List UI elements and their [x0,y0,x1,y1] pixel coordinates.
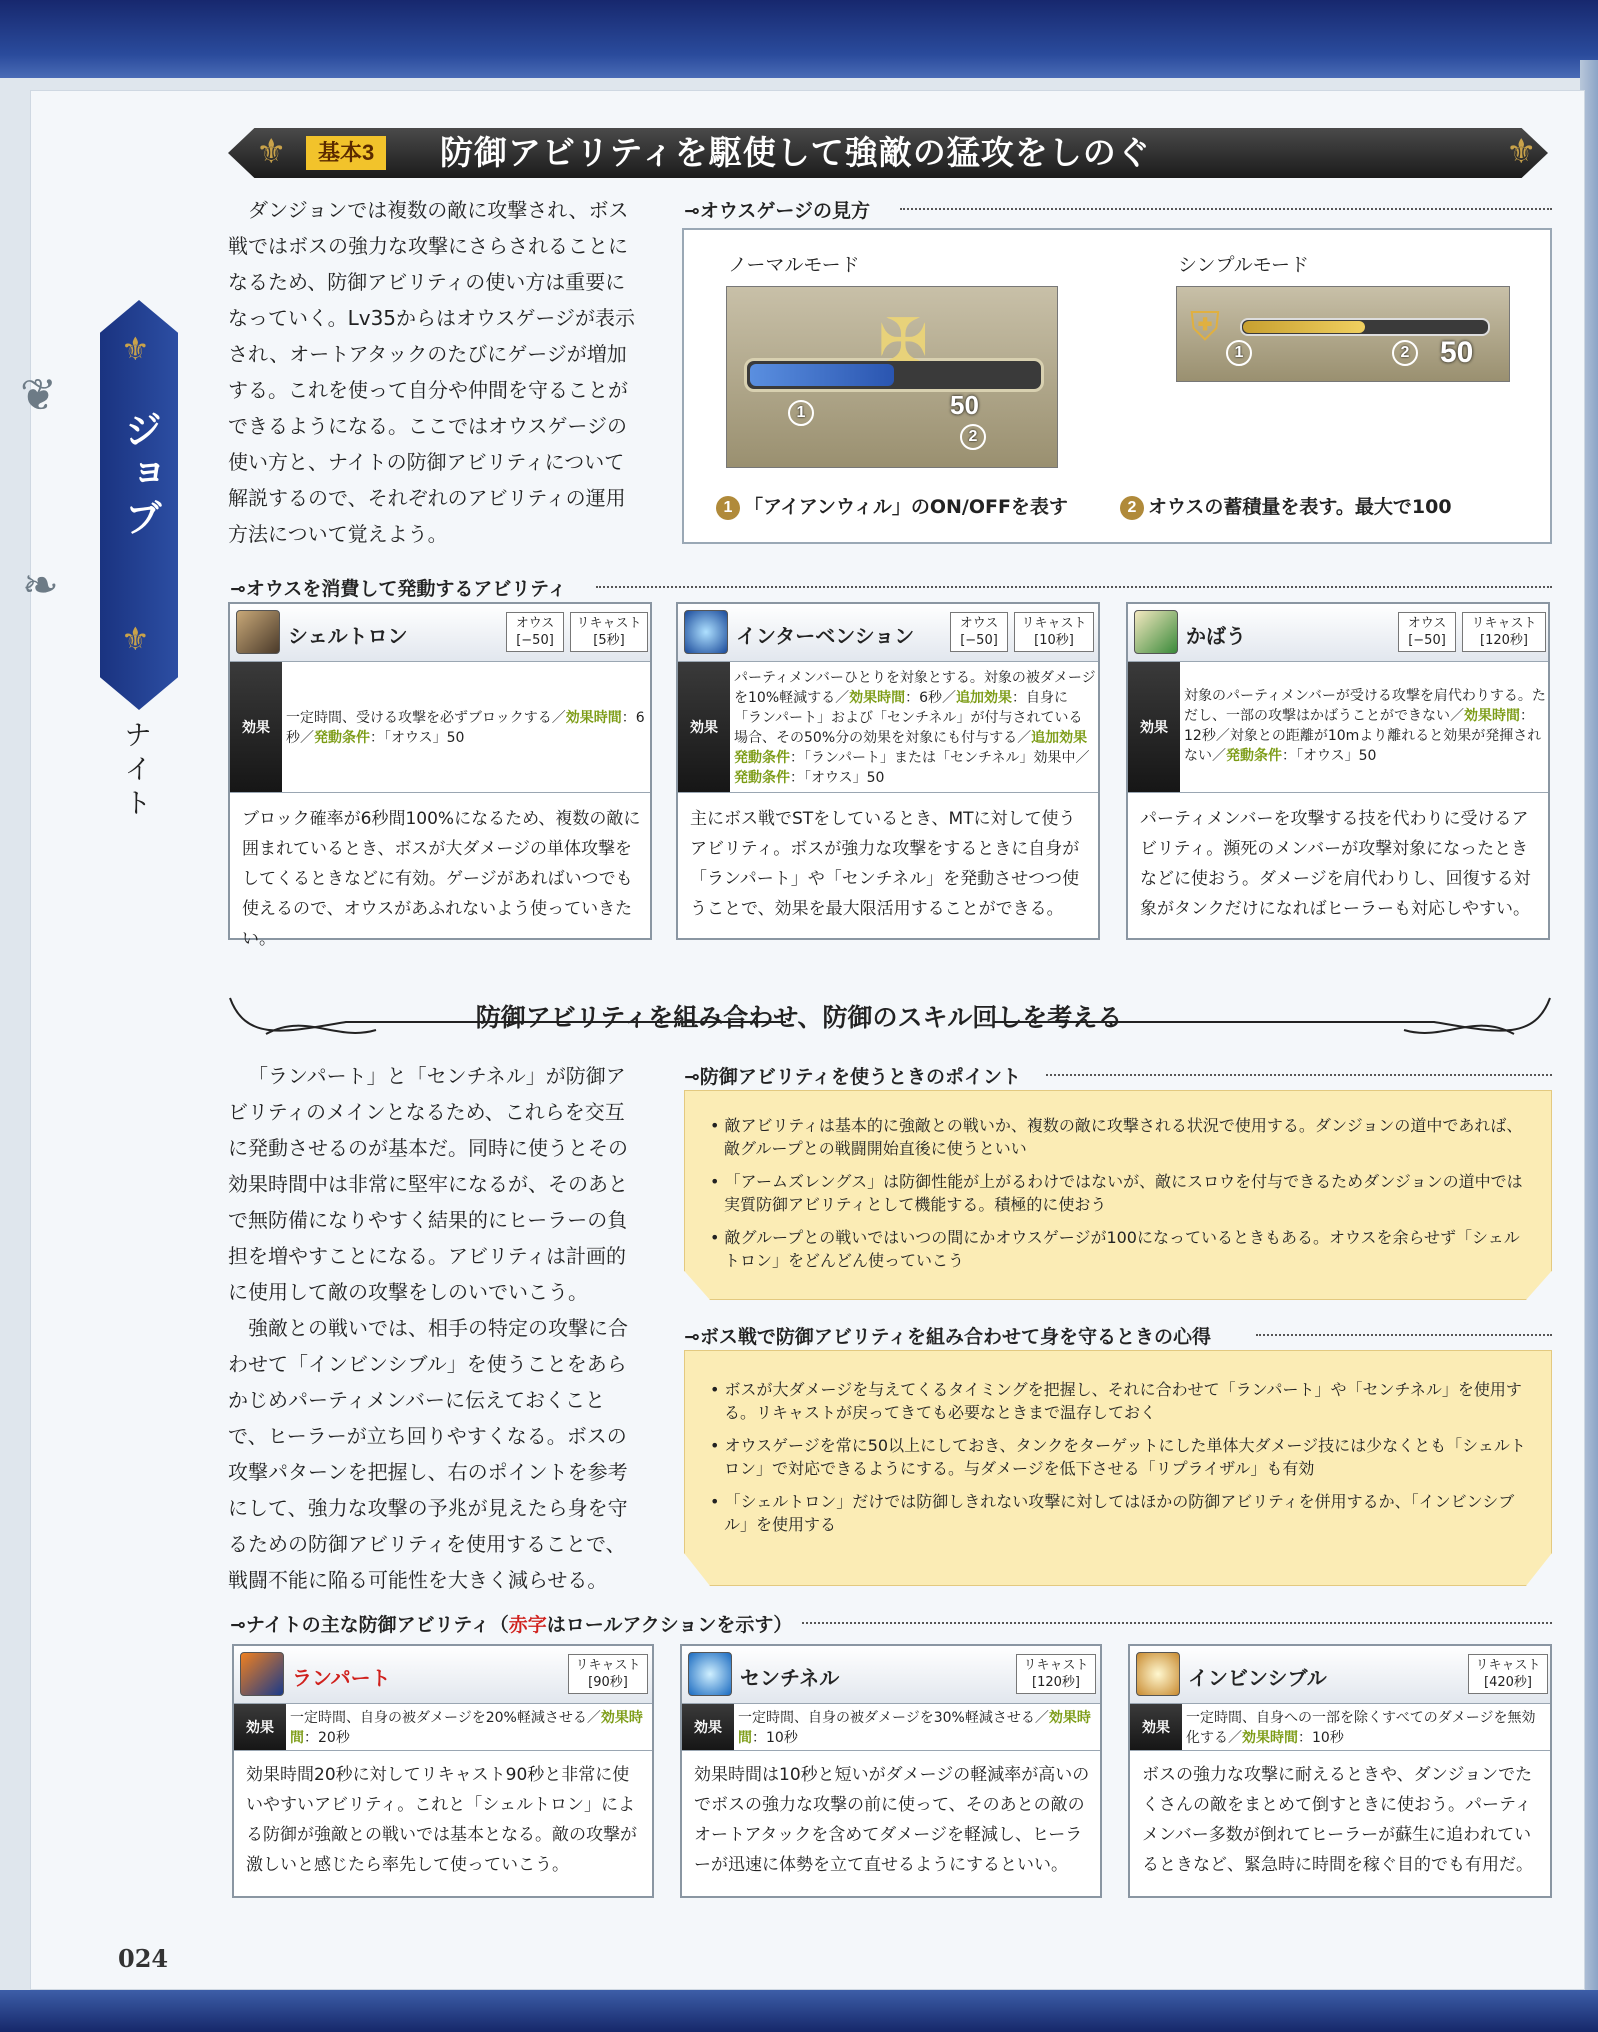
recast: リキャスト [120秒] [1016,1654,1096,1694]
cross-ornament-icon: ✠ [878,306,929,376]
marker-2: 2 [1392,340,1418,366]
ability-description: ブロック確率が6秒間100%になるため、複数の敵に囲まれているとき、ボスが大ダメージの単体攻撃をしてくるときなどに有効。ゲージがあればいつでも使えるので、オウスがあふれないよう使っていきたい。 [242,809,641,949]
intervention-icon [684,610,728,654]
page-title: 防御アビリティを駆使して強敵の猛攻をしのぐ [440,133,1151,172]
effect-text: 一定時間、自身の被ダメージを30%軽減させる／効果時間：10秒 [738,1710,1091,1746]
divider [900,208,1552,210]
effect-text: 一定時間、受ける攻撃を必ずブロックする／効果時間：6秒／発動条件：「オウス」50 [286,710,645,746]
divider [802,1622,1552,1624]
ability-description: 効果時間は10秒と短いがダメージの軽減率が高いのでボスの強力な攻撃の前に使って、そのあとの敵のオートアタックを含めてダメージを軽減し、ヒーラーが迅速に体勢を立て直せるようにするといい。 [694,1765,1090,1875]
oath-cost: オウス [−50] [1398,612,1456,652]
gauge-caption-2: 2 オウスの蓄積量を表す。最大で100 [1120,492,1452,520]
top-band [0,0,1598,78]
branch-ornament-icon: ❧ [22,560,59,611]
ability-card-cover [1126,602,1550,940]
oath-cost: オウス [−50] [506,612,564,652]
ability-name: センチネル [740,1666,840,1690]
tip-item: • 「アームズレングス」は防御性能が上がるわけではないが、敵にスロウを付与できるためダンジョンの道中では実質防御アビリティとして機能する。積極的に使おう [710,1172,1523,1214]
ability-card-intervention [676,602,1100,940]
recast: リキャスト [10秒] [1014,612,1094,652]
gauge-caption-1: 1 「アイアンウィル」のON/OFFを表す [716,492,1068,520]
effect-text: 対象のパーティメンバーが受ける攻撃を肩代わりする。ただし、一部の攻撃はかばうことができない／効果時間：12秒／対象との距離が10mより離れると効果が発揮されない／発動条件：「オウス」50 [1184,688,1546,764]
ability-name: インターベンション [736,624,915,648]
boss-heading: ⊸ボス戦で防御アビリティを組み合わせて身を守るときの心得 [684,1326,1212,1348]
effect-label: 効果 [234,1704,286,1750]
shield-icon: ⛨ [1190,304,1220,350]
page-number: 024 [118,1944,169,1973]
job-name: ナイト [120,720,153,822]
effect-text: 一定時間、自身の被ダメージを20%軽減させる／効果時間：20秒 [290,1710,643,1746]
combo-text-1: 「ランパート」と「センチネル」が防御アビリティのメインとなるため、これらを交互に発動させるのが基本だ。同時に使うとその効果時間中は非常に堅牢になるが、そのあとで無防備になりやすく結果的にヒーラーの負担を増やすことになる。アビリティは計画的に使用して敵の攻撃をしのいでいこう。 [228,1064,628,1304]
recast: リキャスト [90秒] [568,1654,648,1694]
ability-description: ボスの強力な攻撃に耐えるときや、ダンジョンでたくさんの敵をまとめて倒すときに使おう。パーティメンバー多数が倒れてヒーラーが蘇生に追われているときなど、緊急時に時間を稼ぐ目的でも有用だ。 [1142,1765,1533,1875]
points-heading: ⊸防御アビリティを使うときのポイント [684,1066,1022,1088]
effect-label: 効果 [678,662,730,792]
oath-cost: オウス [−50] [950,612,1008,652]
fleur-icon: ⚜ [121,330,150,368]
divider [1256,1334,1552,1336]
ability-name: シェルトロン [288,624,408,648]
ability-card-sentinel [680,1644,1102,1898]
ability-name: インビンシブル [1188,1666,1327,1690]
effect-text: 一定時間、自身への一部を除くすべてのダメージを無効化する／効果時間：10秒 [1186,1710,1536,1746]
normal-mode-label: ノーマルモード [728,254,860,276]
tip-item: • ボスが大ダメージを与えてくるタイミングを把握し、それに合わせて「ランパート」や「センチネル」を使用する。リキャストが戻ってきても必要なときまで温存しておく [710,1380,1522,1422]
recast: リキャスト [5秒] [570,612,648,652]
fleur-icon: ⚜ [256,132,287,172]
effect-label: 効果 [230,662,282,792]
combo-text-2: 強敵との戦いでは、相手の特定の攻撃に合わせて「インビンシブル」を使うことをあらかじめパーティメンバーに伝えておくことで、ヒーラーが立ち回りやすくなる。ボスの攻撃パターンを把握し、右のポイントを参考にして、強力な攻撃の予兆が見えたら身を守るための防御アビリティを使用することで、戦闘不能に陥る可能性を大きく減らせる。 [228,1316,628,1592]
rampart-icon [240,1652,284,1696]
bottom-band [0,1990,1598,2032]
marker-1: 1 [1226,340,1252,366]
tip-item: • 敵アビリティは基本的に強敵との戦いか、複数の敵に攻撃される状況で使用する。ダンジョンの道中であれば、敵グループとの戦闘開始直後に使うといい [710,1116,1523,1158]
simple-gauge-value: 50 [1440,336,1474,369]
ability-description: 効果時間20秒に対してリキャスト90秒と非常に使いやすいアビリティ。これと「シェルトロン」による防御が強敵との戦いでは基本となる。敵の攻撃が激しいと感じたら率先して使っていこう。 [246,1765,637,1875]
oath-heading: ⊸オウスを消費して発動するアビリティ [230,578,567,600]
fleur-icon: ⚜ [121,620,150,658]
tip-item: • 「シェルトロン」だけでは防御しきれない攻撃に対してはほかの防御アビリティを併用するか、「インビンシブル」を使用する [710,1492,1515,1534]
marker-2: 2 [960,424,986,450]
ability-card-invincible [1128,1644,1552,1898]
ability-card-rampart [232,1644,654,1898]
tip-item: • オウスゲージを常に50以上にしておき、タンクをターゲットにした単体大ダメージ技には少なくとも「シェルトロン」で対応できるようにする。与ダメージを低下させる「リプライザル」も有効 [710,1436,1526,1478]
recast: リキャスト [120秒] [1462,612,1546,652]
gauge-heading: ⊸オウスゲージの見方 [684,200,870,222]
simple-mode-label: シンプルモード [1178,254,1310,276]
job-tab-label: ジョブ [118,410,162,542]
ability-description: パーティメンバーを攻撃する技を代わりに受けるアビリティ。瀕死のメンバーが攻撃対象になったときなどに使おう。ダメージを肩代わりし、回復する対象がタンクだけになればヒーラーも対応しやすい。 [1140,809,1531,919]
normal-gauge-fill [750,364,894,386]
cover-icon [1134,610,1178,654]
ability-card-sheltron [228,602,652,949]
section-tag: 基本3 [306,136,386,170]
divider [596,586,1552,588]
sheltron-icon [236,610,280,654]
knight-heading: ⊸ナイトの主な防御アビリティ（赤字はロールアクションを示す） [230,1614,793,1636]
ability-name: かばう [1186,624,1246,648]
combo-section-title: 防御アビリティを組み合わせ、防御のスキル回しを考える [475,1003,1123,1032]
sentinel-icon [688,1652,732,1696]
recast: リキャスト [420秒] [1468,1654,1548,1694]
normal-gauge-value: 50 [950,390,979,420]
effect-text: パーティメンバーひとりを対象とする。対象の被ダメージを10%軽減する／効果時間：6秒／追加効果：自身に「ランパート」および「センチネル」が付与されている場合、その50%分の効果を対象にも付与する／追加効果発動条件：「ランパート」または「センチネル」効果中／発動条件：「オウス」50 [734,670,1096,786]
branch-ornament-icon: ❦ [20,370,57,421]
intro-text: ダンジョンでは複数の敵に攻撃され、ボス戦ではボスの強力な攻撃にさらされることになるため、防御アビリティの使い方は重要になっていく。Lv35からはオウスゲージが表示され、オートアタックのたびにゲージが増加する。これを使って自分や仲間を守ることができるようになる。ここではオウスゲージの使い方と、ナイトの防御アビリティについて解説するので、それぞれのアビリティの運用方法について覚えよう。 [228,198,636,546]
invincible-icon [1136,1652,1180,1696]
marker-1: 1 [788,400,814,426]
effect-label: 効果 [682,1704,734,1750]
effect-label: 効果 [1128,662,1180,792]
divider [1046,1074,1552,1076]
simple-gauge-fill [1243,321,1365,333]
ability-name: ランパート [292,1666,391,1690]
effect-label: 効果 [1130,1704,1182,1750]
tip-item: • 敵グループとの戦いではいつの間にかオウスゲージが100になっているときもある。オウスを余らせず「シェルトロン」をどんどん使っていこう [710,1228,1520,1270]
fleur-icon: ⚜ [1506,132,1537,172]
ability-description: 主にボス戦でSTをしているとき、MTに対して使うアビリティ。ボスが強力な攻撃をするときに自身が「ランパート」や「センチネル」を発動させつつ使うことで、効果を最大限活用することができる。 [690,809,1080,919]
